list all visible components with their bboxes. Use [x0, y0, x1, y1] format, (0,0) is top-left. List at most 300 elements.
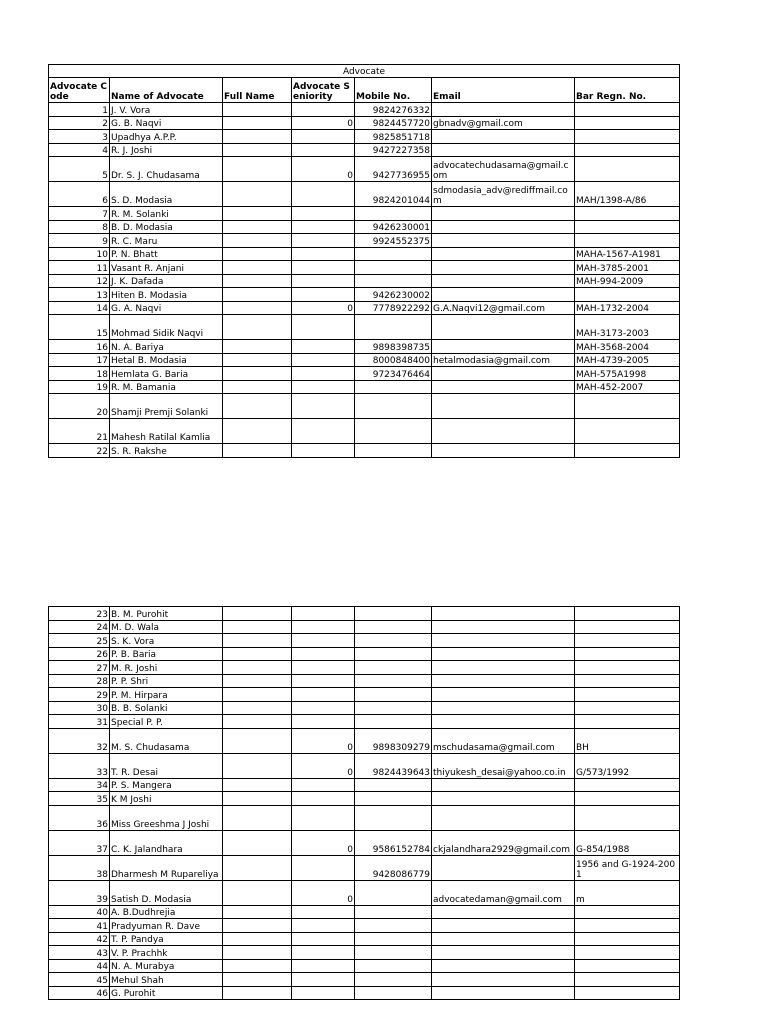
cell-full-name [223, 919, 292, 933]
cell-seniority [292, 805, 355, 830]
cell-email [432, 855, 575, 880]
cell-mobile: 9824457720 [355, 116, 432, 130]
cell-mobile: 9898309279 [355, 728, 432, 753]
cell-name: B. D. Modasia [110, 220, 223, 234]
cell-email [432, 261, 575, 275]
cell-code: 21 [49, 419, 110, 444]
cell-mobile [355, 946, 432, 960]
cell-email [432, 959, 575, 973]
cell-code: 15 [49, 315, 110, 340]
cell-name: T. R. Desai [110, 753, 223, 778]
cell-seniority: 0 [292, 157, 355, 182]
cell-bar-regn [575, 394, 680, 419]
cell-mobile [355, 647, 432, 661]
cell-seniority [292, 634, 355, 648]
cell-bar-regn: MAH-4739-2005 [575, 353, 680, 367]
cell-full-name [223, 986, 292, 1000]
cell-bar-regn: MAH/1398-A/86 [575, 182, 680, 207]
cell-bar-regn [575, 919, 680, 933]
cell-mobile: 8000848400 [355, 353, 432, 367]
cell-code: 28 [49, 674, 110, 688]
cell-bar-regn [575, 234, 680, 248]
header-bar-regn: Bar Regn. No. [575, 78, 680, 103]
cell-bar-regn [575, 688, 680, 702]
table-row [49, 220, 680, 234]
cell-bar-regn: MAH-452-2007 [575, 380, 680, 394]
cell-code: 9 [49, 234, 110, 248]
table-row [49, 234, 680, 248]
cell-mobile [355, 661, 432, 675]
cell-name: G. Purohit [110, 986, 223, 1000]
cell-bar-regn: G/573/1992 [575, 753, 680, 778]
cell-seniority [292, 394, 355, 419]
cell-mobile [355, 261, 432, 275]
cell-name: Pradyuman R. Dave [110, 919, 223, 933]
cell-mobile: 9426230001 [355, 220, 432, 234]
cell-seniority [292, 674, 355, 688]
cell-code: 17 [49, 353, 110, 367]
table-row [49, 419, 680, 444]
cell-bar-regn [575, 607, 680, 621]
cell-bar-regn [575, 661, 680, 675]
cell-seniority: 0 [292, 753, 355, 778]
cell-email [432, 220, 575, 234]
cell-mobile [355, 444, 432, 458]
cell-code: 46 [49, 986, 110, 1000]
cell-full-name [223, 715, 292, 729]
cell-bar-regn: 1956 and G-1924-2001 [575, 855, 680, 880]
cell-name: M. R. Joshi [110, 661, 223, 675]
cell-code: 24 [49, 620, 110, 634]
cell-bar-regn [575, 143, 680, 157]
table-row [49, 394, 680, 419]
cell-mobile [355, 607, 432, 621]
cell-bar-regn: MAH-3173-2003 [575, 315, 680, 340]
cell-bar-regn [575, 647, 680, 661]
cell-email: sdmodasia_adv@rediffmail.com [432, 182, 575, 207]
cell-mobile [355, 905, 432, 919]
cell-seniority [292, 234, 355, 248]
cell-code: 41 [49, 919, 110, 933]
cell-full-name [223, 688, 292, 702]
cell-name: Miss Greeshma J Joshi [110, 805, 223, 830]
cell-mobile [355, 247, 432, 261]
cell-seniority [292, 919, 355, 933]
cell-name: V. P. Prachhk [110, 946, 223, 960]
cell-bar-regn [575, 973, 680, 987]
cell-bar-regn [575, 805, 680, 830]
cell-email [432, 288, 575, 302]
cell-code: 27 [49, 661, 110, 675]
cell-full-name [223, 674, 292, 688]
table-row [49, 634, 680, 648]
cell-name: S. K. Vora [110, 634, 223, 648]
cell-code: 7 [49, 207, 110, 221]
cell-seniority [292, 792, 355, 806]
cell-bar-regn [575, 419, 680, 444]
cell-seniority: 0 [292, 301, 355, 315]
advocate-table-continued [48, 606, 680, 1000]
cell-full-name [223, 661, 292, 675]
table-row [49, 647, 680, 661]
cell-email [432, 620, 575, 634]
cell-full-name [223, 932, 292, 946]
cell-name: K M Joshi [110, 792, 223, 806]
cell-seniority [292, 367, 355, 381]
header-code: Advocate Code [49, 78, 110, 103]
cell-email: advocatedaman@gmail.com [432, 880, 575, 905]
cell-name: N. A. Bariya [110, 340, 223, 354]
cell-email [432, 932, 575, 946]
cell-mobile: 9825851718 [355, 130, 432, 144]
table-row [49, 315, 680, 340]
cell-bar-regn [575, 986, 680, 1000]
cell-seniority [292, 986, 355, 1000]
cell-email: hetalmodasia@gmail.com [432, 353, 575, 367]
cell-code: 36 [49, 805, 110, 830]
cell-code: 38 [49, 855, 110, 880]
cell-email [432, 973, 575, 987]
cell-code: 14 [49, 301, 110, 315]
cell-bar-regn [575, 220, 680, 234]
cell-bar-regn: MAH-575A1998 [575, 367, 680, 381]
cell-full-name [223, 182, 292, 207]
cell-name: J. K. Dafada [110, 274, 223, 288]
cell-bar-regn [575, 130, 680, 144]
table-row [49, 701, 680, 715]
cell-seniority [292, 220, 355, 234]
cell-bar-regn: m [575, 880, 680, 905]
cell-mobile [355, 792, 432, 806]
table-row [49, 301, 680, 315]
table-row [49, 973, 680, 987]
cell-email [432, 130, 575, 144]
cell-bar-regn [575, 959, 680, 973]
cell-name: P. P. Shri [110, 674, 223, 688]
cell-name: G. A. Naqvi [110, 301, 223, 315]
cell-email [432, 778, 575, 792]
cell-name: R. J. Joshi [110, 143, 223, 157]
cell-code: 30 [49, 701, 110, 715]
cell-bar-regn [575, 444, 680, 458]
cell-email [432, 986, 575, 1000]
cell-full-name [223, 207, 292, 221]
cell-name: M. D. Wala [110, 620, 223, 634]
cell-bar-regn [575, 103, 680, 117]
table-row [49, 830, 680, 855]
cell-name: Mohmad Sidik Naqvi [110, 315, 223, 340]
cell-seniority [292, 261, 355, 275]
cell-email [432, 247, 575, 261]
cell-bar-regn [575, 715, 680, 729]
table-row [49, 728, 680, 753]
cell-seniority [292, 959, 355, 973]
cell-name: M. S. Chudasama [110, 728, 223, 753]
cell-code: 37 [49, 830, 110, 855]
table-row [49, 986, 680, 1000]
cell-full-name [223, 274, 292, 288]
cell-seniority [292, 143, 355, 157]
cell-code: 33 [49, 753, 110, 778]
cell-email: ckjalandhara2929@gmail.com [432, 830, 575, 855]
cell-full-name [223, 143, 292, 157]
table-row [49, 340, 680, 354]
cell-code: 34 [49, 778, 110, 792]
table-row [49, 367, 680, 381]
cell-full-name [223, 946, 292, 960]
cell-seniority [292, 715, 355, 729]
cell-mobile: 9924552375 [355, 234, 432, 248]
cell-seniority [292, 207, 355, 221]
cell-code: 1 [49, 103, 110, 117]
cell-seniority [292, 103, 355, 117]
cell-code: 4 [49, 143, 110, 157]
cell-mobile [355, 959, 432, 973]
table-row [49, 288, 680, 302]
cell-email [432, 340, 575, 354]
cell-bar-regn [575, 778, 680, 792]
cell-email [432, 805, 575, 830]
cell-name: A. B.Dudhrejia [110, 905, 223, 919]
cell-bar-regn: MAH-994-2009 [575, 274, 680, 288]
header-email: Email [432, 78, 575, 103]
header-mobile: Mobile No. [355, 78, 432, 103]
cell-name: P. B. Baria [110, 647, 223, 661]
cell-code: 43 [49, 946, 110, 960]
cell-full-name [223, 261, 292, 275]
cell-name: B. M. Purohit [110, 607, 223, 621]
cell-email [432, 715, 575, 729]
table-row [49, 959, 680, 973]
cell-email: mschudasama@gmail.com [432, 728, 575, 753]
cell-mobile [355, 778, 432, 792]
cell-seniority [292, 340, 355, 354]
cell-seniority [292, 855, 355, 880]
cell-email [432, 661, 575, 675]
cell-code: 19 [49, 380, 110, 394]
cell-name: C. K. Jalandhara [110, 830, 223, 855]
cell-code: 2 [49, 116, 110, 130]
cell-email [432, 367, 575, 381]
cell-mobile [355, 674, 432, 688]
header-seniority: Advocate Seniority [292, 78, 355, 103]
cell-bar-regn: G-854/1988 [575, 830, 680, 855]
cell-full-name [223, 973, 292, 987]
cell-name: Hetal B. Modasia [110, 353, 223, 367]
cell-seniority [292, 607, 355, 621]
cell-code: 6 [49, 182, 110, 207]
table-row [49, 247, 680, 261]
cell-mobile [355, 688, 432, 702]
table-row [49, 674, 680, 688]
cell-full-name [223, 880, 292, 905]
cell-bar-regn [575, 674, 680, 688]
table-row [49, 715, 680, 729]
cell-seniority [292, 946, 355, 960]
cell-mobile [355, 919, 432, 933]
cell-name: S. R. Rakshe [110, 444, 223, 458]
cell-bar-regn [575, 701, 680, 715]
header-row [49, 78, 680, 103]
cell-code: 44 [49, 959, 110, 973]
cell-name: Mehul Shah [110, 973, 223, 987]
table-row [49, 607, 680, 621]
cell-full-name [223, 701, 292, 715]
cell-email [432, 207, 575, 221]
advocate-table [48, 64, 680, 458]
cell-code: 31 [49, 715, 110, 729]
cell-seniority: 0 [292, 116, 355, 130]
cell-name: R. M. Solanki [110, 207, 223, 221]
cell-email: thiyukesh_desai@yahoo.co.in [432, 753, 575, 778]
cell-seniority [292, 647, 355, 661]
cell-email [432, 315, 575, 340]
cell-mobile [355, 973, 432, 987]
cell-seniority [292, 247, 355, 261]
cell-email [432, 607, 575, 621]
cell-seniority [292, 288, 355, 302]
cell-name: Special P. P. [110, 715, 223, 729]
table-row [49, 157, 680, 182]
cell-mobile: 9427227358 [355, 143, 432, 157]
cell-code: 45 [49, 973, 110, 987]
cell-code: 25 [49, 634, 110, 648]
cell-bar-regn [575, 207, 680, 221]
table-row [49, 932, 680, 946]
cell-email [432, 380, 575, 394]
cell-mobile [355, 932, 432, 946]
cell-mobile: 9427736955 [355, 157, 432, 182]
cell-full-name [223, 830, 292, 855]
header-name: Name of Advocate [110, 78, 223, 103]
table-row [49, 778, 680, 792]
cell-mobile [355, 986, 432, 1000]
cell-bar-regn [575, 932, 680, 946]
table-row [49, 753, 680, 778]
cell-code: 35 [49, 792, 110, 806]
cell-name: R. C. Maru [110, 234, 223, 248]
cell-name: Hemlata G. Baria [110, 367, 223, 381]
cell-full-name [223, 116, 292, 130]
cell-seniority [292, 688, 355, 702]
cell-code: 16 [49, 340, 110, 354]
cell-seniority [292, 380, 355, 394]
table-row [49, 261, 680, 275]
cell-mobile [355, 634, 432, 648]
cell-mobile [355, 880, 432, 905]
cell-full-name [223, 855, 292, 880]
cell-full-name [223, 419, 292, 444]
cell-email [432, 103, 575, 117]
cell-bar-regn [575, 157, 680, 182]
cell-mobile: 9428086779 [355, 855, 432, 880]
cell-code: 22 [49, 444, 110, 458]
cell-code: 3 [49, 130, 110, 144]
title-row [49, 65, 680, 78]
cell-mobile [355, 805, 432, 830]
cell-full-name [223, 340, 292, 354]
cell-bar-regn [575, 946, 680, 960]
cell-full-name [223, 367, 292, 381]
cell-name: J. V. Vora [110, 103, 223, 117]
cell-full-name [223, 247, 292, 261]
header-full-name: Full Name [223, 78, 292, 103]
cell-email: G.A.Naqvi12@gmail.com [432, 301, 575, 315]
table-row [49, 946, 680, 960]
cell-full-name [223, 301, 292, 315]
cell-full-name [223, 380, 292, 394]
cell-full-name [223, 805, 292, 830]
cell-name: R. M. Bamania [110, 380, 223, 394]
cell-name: Dharmesh M Rupareliya [110, 855, 223, 880]
cell-bar-regn: MAH-3568-2004 [575, 340, 680, 354]
cell-mobile [355, 207, 432, 221]
cell-mobile [355, 701, 432, 715]
cell-email [432, 688, 575, 702]
cell-mobile [355, 715, 432, 729]
cell-full-name [223, 103, 292, 117]
cell-full-name [223, 792, 292, 806]
table-row [49, 661, 680, 675]
cell-full-name [223, 288, 292, 302]
cell-seniority [292, 182, 355, 207]
cell-name: Mahesh Ratilal Kamlia [110, 419, 223, 444]
cell-full-name [223, 905, 292, 919]
cell-bar-regn [575, 792, 680, 806]
cell-seniority [292, 701, 355, 715]
cell-name: N. A. Murabya [110, 959, 223, 973]
sheet-title: Advocate [49, 65, 680, 78]
cell-full-name [223, 634, 292, 648]
cell-mobile [355, 274, 432, 288]
cell-seniority [292, 973, 355, 987]
cell-full-name [223, 157, 292, 182]
table-row [49, 880, 680, 905]
cell-code: 26 [49, 647, 110, 661]
cell-seniority: 0 [292, 830, 355, 855]
cell-bar-regn [575, 288, 680, 302]
table-row [49, 143, 680, 157]
table-row [49, 444, 680, 458]
cell-email [432, 234, 575, 248]
cell-seniority [292, 419, 355, 444]
cell-seniority [292, 353, 355, 367]
cell-full-name [223, 130, 292, 144]
cell-code: 20 [49, 394, 110, 419]
cell-full-name [223, 778, 292, 792]
cell-code: 32 [49, 728, 110, 753]
cell-seniority: 0 [292, 880, 355, 905]
cell-name: Hiten B. Modasia [110, 288, 223, 302]
cell-mobile: 9723476464 [355, 367, 432, 381]
cell-full-name [223, 444, 292, 458]
cell-email [432, 919, 575, 933]
cell-mobile: 9898398735 [355, 340, 432, 354]
cell-seniority [292, 444, 355, 458]
cell-bar-regn [575, 620, 680, 634]
cell-full-name [223, 353, 292, 367]
cell-seniority: 0 [292, 728, 355, 753]
cell-full-name [223, 647, 292, 661]
cell-code: 12 [49, 274, 110, 288]
cell-seniority [292, 620, 355, 634]
cell-code: 5 [49, 157, 110, 182]
table-row [49, 792, 680, 806]
cell-bar-regn: MAHA-1567-A1981 [575, 247, 680, 261]
cell-email [432, 419, 575, 444]
cell-seniority [292, 274, 355, 288]
cell-full-name [223, 607, 292, 621]
